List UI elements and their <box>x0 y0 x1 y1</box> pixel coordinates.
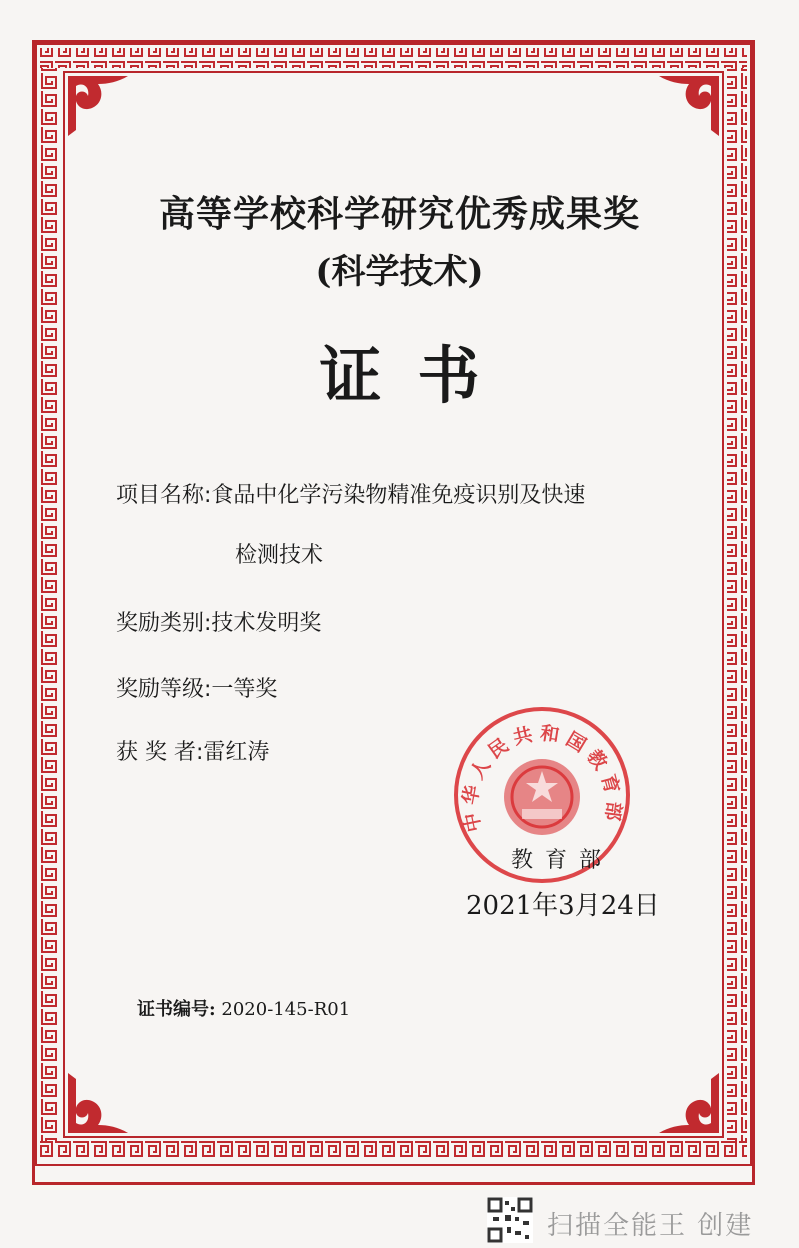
certificate-number-value: 2020-145-R01 <box>221 999 351 1020</box>
certificate-number-label: 证书编号: <box>137 999 216 1020</box>
corner-ornament-bottom-left <box>68 1073 128 1133</box>
seal-text: 中华人民共和国教育部 <box>459 722 625 834</box>
qr-code-icon <box>487 1197 533 1243</box>
corner-ornament-bottom-right <box>659 1073 719 1133</box>
grade-row <box>116 672 277 703</box>
grade-value: 一等奖 <box>211 677 278 702</box>
project-row <box>116 478 585 509</box>
certificate-subtitle: (科学技术) <box>315 252 484 292</box>
category-value: 技术发明奖 <box>211 611 322 636</box>
winner-label: 获 奖 者: <box>116 740 204 765</box>
certificate-title: 高等学校科学研究优秀成果奖 <box>158 193 640 235</box>
corner-ornament-top-left <box>68 76 128 136</box>
scanner-watermark: 扫描全能王 创建 <box>547 1211 754 1241</box>
project-label: 项目名称: <box>116 483 212 508</box>
issuer-name: 教育部 <box>511 848 614 873</box>
category-row <box>116 606 321 637</box>
certificate-number-row <box>137 995 350 1021</box>
category-label: 奖励类别: <box>116 611 212 636</box>
project-value-continued: 检测技术 <box>235 543 324 568</box>
issue-date: 2021年3月24日 <box>466 891 660 921</box>
winner-value: 雷红涛 <box>203 740 270 765</box>
grade-label: 奖励等级: <box>116 677 212 702</box>
certificate-heading: 证书 <box>319 339 516 412</box>
project-value: 食品中化学污染物精准免疫识别及快速 <box>211 483 586 508</box>
winner-row <box>116 735 269 766</box>
corner-ornament-top-right <box>659 76 719 136</box>
